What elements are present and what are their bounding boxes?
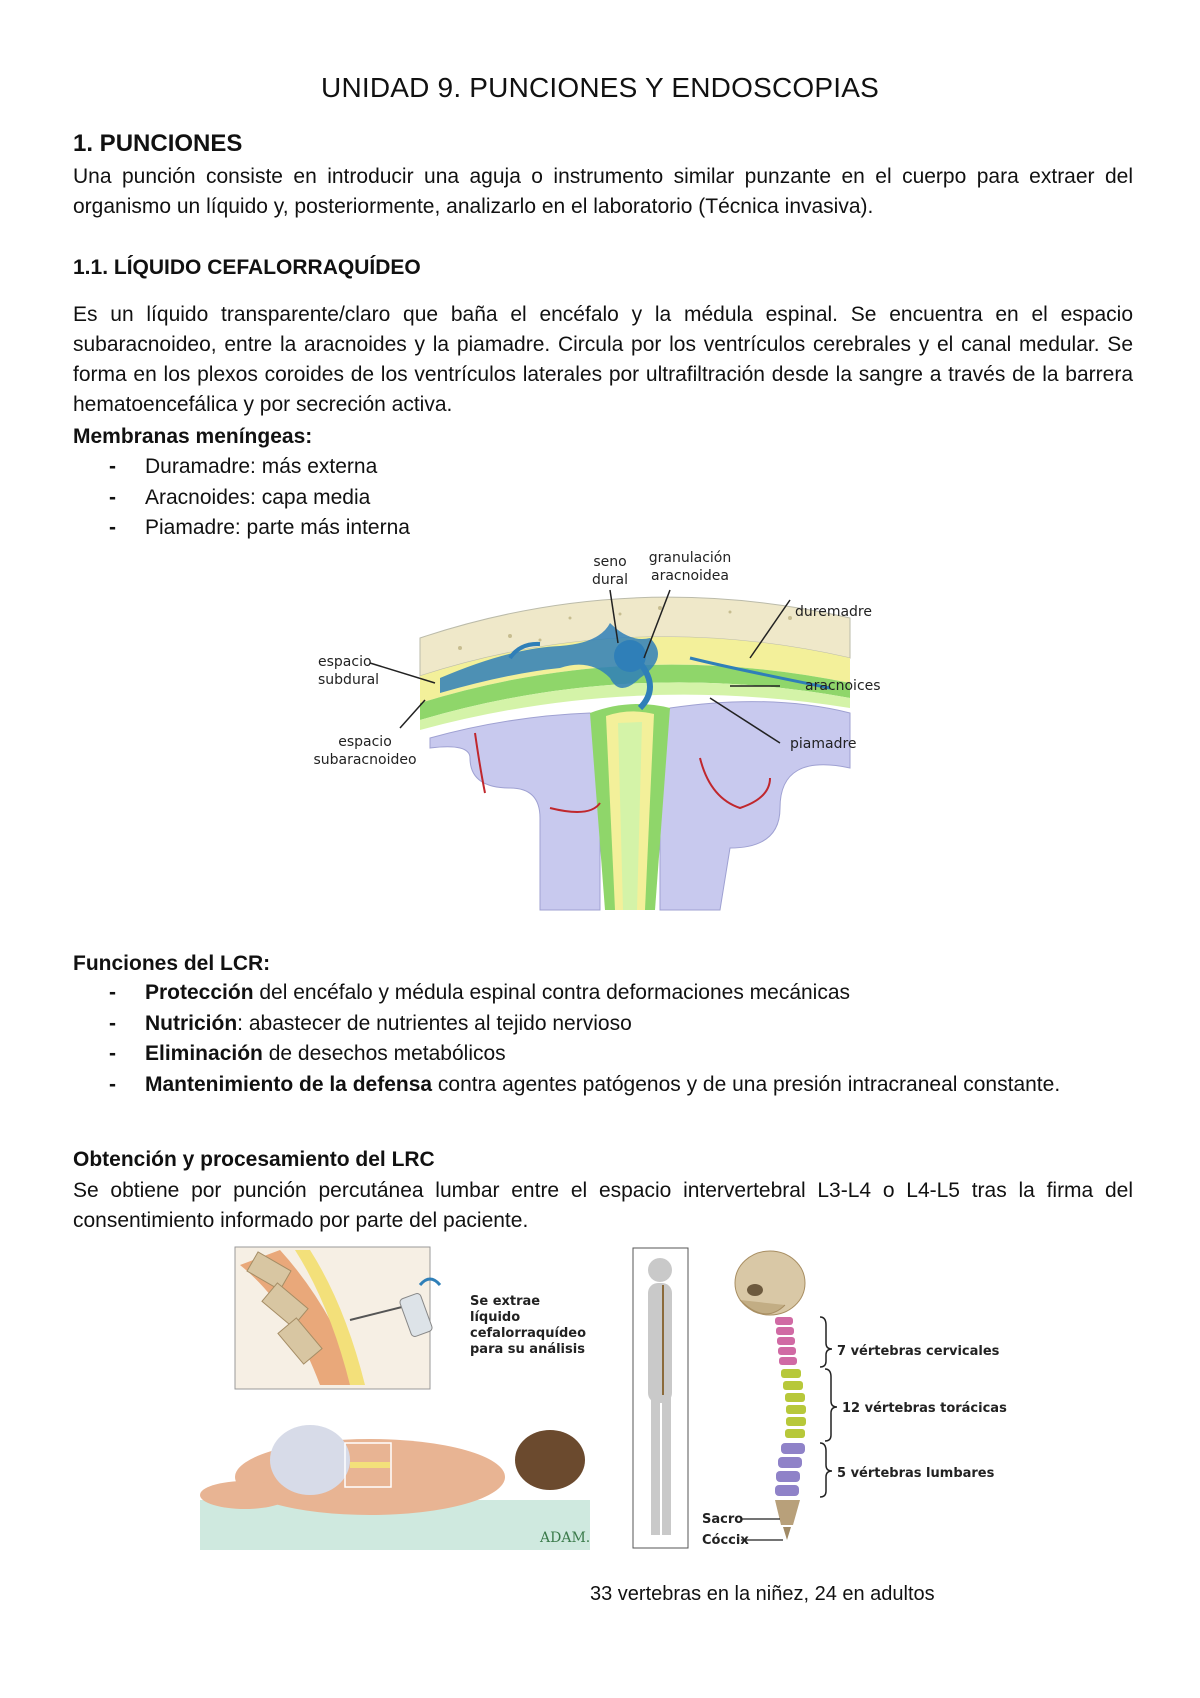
functions-list <box>73 978 1133 1100</box>
label-toracic: 12 vértebras torácicas <box>842 1401 1007 1416</box>
list-item: - Protección del encéfalo y médula espinal contra deformaciones mecánicas <box>73 978 1133 1009</box>
membranes-heading: Membranas meníngeas: <box>73 425 313 448</box>
section-heading-punciones: 1. PUNCIONES <box>73 130 243 157</box>
svg-text:subaracnoideo: subaracnoideo <box>313 752 417 768</box>
meninges-illustration <box>310 548 910 910</box>
subsection-heading-lcr: 1.1. LÍQUIDO CEFALORRAQUÍDEO <box>73 256 421 279</box>
membranes-list <box>73 452 1133 544</box>
label-aracnoices: aracnoices <box>805 678 881 694</box>
obtention-paragraph: Se obtiene por punción percutánea lumbar entre el espacio intervertebral L3-L4 o L4-L5 tras la firma del consentimiento informado por parte del paciente. <box>73 1179 1133 1232</box>
page-title: UNIDAD 9. PUNCIONES Y ENDOSCOPIAS <box>321 72 879 103</box>
vertebrae-lumbar <box>775 1443 805 1496</box>
label-duremadre: duremadre <box>795 604 872 620</box>
label-granulacion: granulación <box>648 550 732 566</box>
spine-illustration <box>615 1245 1007 1555</box>
functions-heading: Funciones del LCR: <box>73 952 271 975</box>
svg-text:subdural: subdural <box>318 672 380 688</box>
puncture-text-1: Se extrae <box>470 1294 541 1309</box>
svg-text:líquido: líquido <box>470 1310 521 1325</box>
label-espacio-subaracnoideo: espacio <box>338 734 392 750</box>
vertebrae-thoracic <box>781 1369 806 1438</box>
lcr-paragraph: Es un líquido transparente/claro que baña el encéfalo y la médula espinal. Se encuentra en el espacio subaracnoideo, entre la aracnoides y la piamadre. Circula por los ventrículos cerebrales y el canal medular. Se forma en los plexos coroides de los ventrículos laterales por ultrafiltración desde la sangre a través de la barrera hematoencefálica y por secreción activa. <box>73 303 1133 416</box>
list-item: - Duramadre: más externa <box>73 452 1133 483</box>
label-piamadre: piamadre <box>790 736 857 752</box>
adam-logo: ADAM. <box>540 1530 591 1546</box>
list-item: - Mantenimiento de la defensa contra agentes patógenos y de una presión intracraneal constante. <box>73 1070 1133 1101</box>
intro-paragraph: Una punción consiste en introducir una aguja o instrumento similar punzante en el cuerpo para extraer del organismo un líquido y, posteriormente, analizarlo en el laboratorio (Técnica invasiva). <box>73 165 1133 218</box>
list-item: - Aracnoides: capa media <box>73 483 1133 514</box>
lumbar-puncture-illustration <box>200 1245 590 1550</box>
label-espacio-subdural: espacio <box>318 654 372 670</box>
list-item: - Piamadre: parte más interna <box>73 513 1133 544</box>
spine-caption: 33 vertebras en la niñez, 24 en adultos <box>590 1583 935 1605</box>
list-item: - Eliminación de desechos metabólicos <box>73 1039 1133 1070</box>
svg-text:dural: dural <box>592 572 628 588</box>
svg-text:aracnoidea: aracnoidea <box>650 568 730 584</box>
obtention-heading: Obtención y procesamiento del LRC <box>73 1148 435 1171</box>
vertebrae-cervical <box>775 1317 797 1365</box>
label-lumbar: 5 vértebras lumbares <box>837 1466 995 1481</box>
label-cervical: 7 vértebras cervicales <box>837 1344 1000 1359</box>
label-sacro: Sacro <box>702 1512 744 1527</box>
label-seno-dural: seno <box>593 554 627 570</box>
list-item: - Nutrición: abastecer de nutrientes al tejido nervioso <box>73 1009 1133 1040</box>
svg-text:cefalorraquídeo: cefalorraquídeo <box>470 1326 587 1341</box>
meninges-diagram <box>310 548 910 910</box>
svg-text:para su análisis: para su análisis <box>470 1342 585 1357</box>
label-coccix: Cóccix <box>702 1533 749 1548</box>
